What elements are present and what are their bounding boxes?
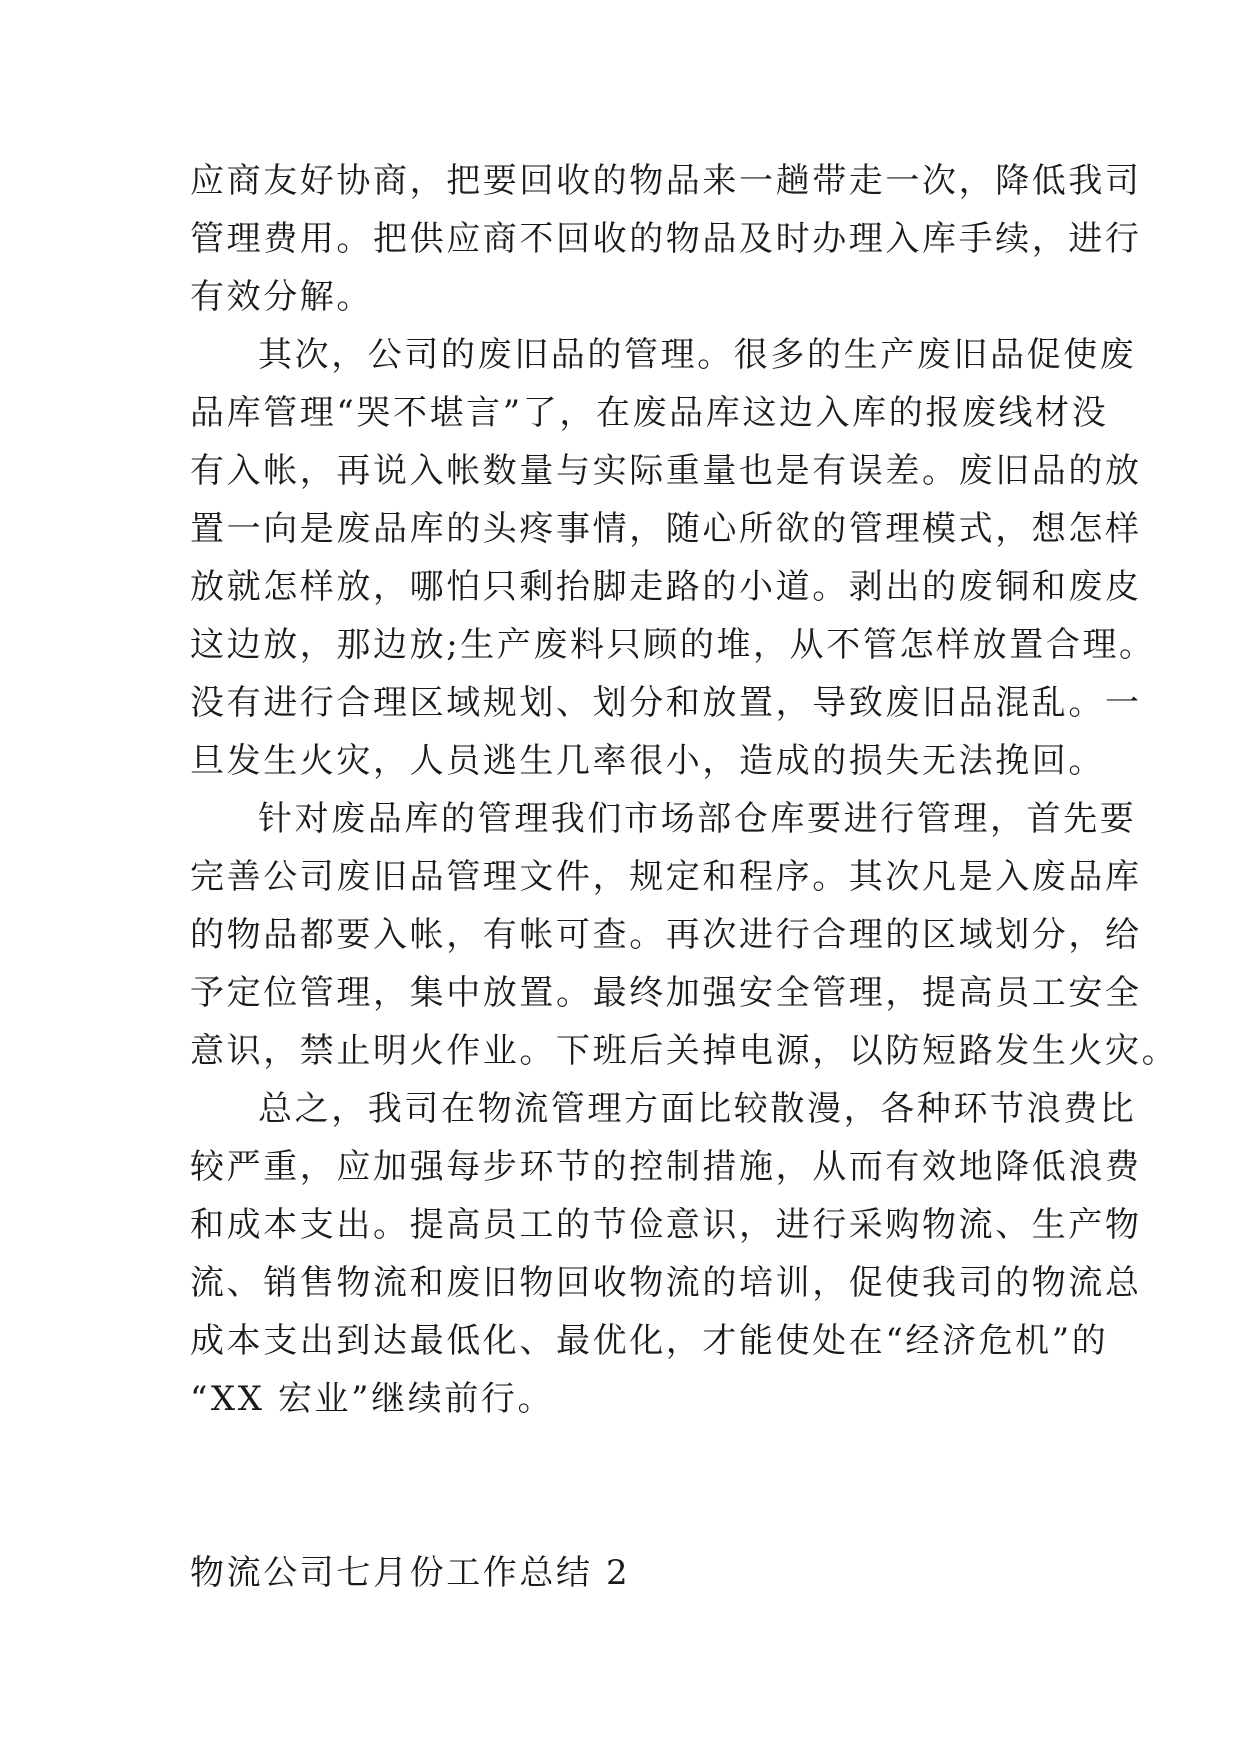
text-line: 旦发生火灾，人员逃生几率很小，造成的损失无法挽回。 [190,741,1105,781]
paragraph [190,790,1179,1080]
text-line: 放就怎样放，哪怕只剩抬脚走路的小道。剥出的废铜和废皮 [190,567,1142,607]
section-heading: 物流公司七月份工作总结 2 [190,1553,631,1593]
text-line: 和成本支出。提高员工的节俭意识，进行采购物流、生产物 [190,1205,1142,1245]
section-spacer [190,1428,1062,1544]
text-line: 完善公司废旧品管理文件，规定和程序。其次凡是入废品库 [190,857,1142,897]
text-line: 置一向是废品库的头疼事情，随心所欲的管理模式，想怎样 [190,509,1142,549]
text-line: 有入帐，再说入帐数量与实际重量也是有误差。废旧品的放 [190,451,1142,491]
text-line: 管理费用。把供应商不回收的物品及时办理入库手续，进行 [190,219,1142,259]
text-line: 这边放，那边放;生产废料只顾的堆，从不管怎样放置合理。 [190,625,1156,665]
paragraph [190,326,1156,790]
text-line: 予定位管理，集中放置。最终加强安全管理，提高员工安全 [190,973,1142,1013]
text-line: “XX 宏业”继续前行。 [190,1379,555,1419]
text-line: 应商友好协商，把要回收的物品来一趟带走一次，降低我司 [190,161,1142,201]
text-line: 意识，禁止明火作业。下班后关掉电源，以防短路发生火灾。 [190,1031,1179,1071]
text-line: 的物品都要入帐，有帐可查。再次进行合理的区域划分，给 [190,915,1142,955]
paragraph [190,1080,1142,1428]
text-line: 流、销售物流和废旧物回收物流的培训，促使我司的物流总 [190,1263,1142,1303]
text-line: 较严重，应加强每步环节的控制措施，从而有效地降低浪费 [190,1147,1142,1187]
paragraph [190,152,1142,326]
document-body [190,152,1179,1602]
text-line: 没有进行合理区域规划、划分和放置，导致废旧品混乱。一 [190,683,1142,723]
text-line: 总之，我司在物流管理方面比较散漫，各种环节浪费比 [258,1089,1137,1129]
text-line: 针对废品库的管理我们市场部仓库要进行管理，首先要 [258,799,1137,839]
text-line: 其次，公司的废旧品的管理。很多的生产废旧品促使废 [258,335,1137,375]
text-line: 有效分解。 [190,277,373,317]
text-line: 成本支出到达最低化、最优化，才能使处在“经济危机”的 [190,1321,1109,1361]
text-line: 品库管理“哭不堪言”了，在废品库这边入库的报废线材没 [190,393,1109,433]
